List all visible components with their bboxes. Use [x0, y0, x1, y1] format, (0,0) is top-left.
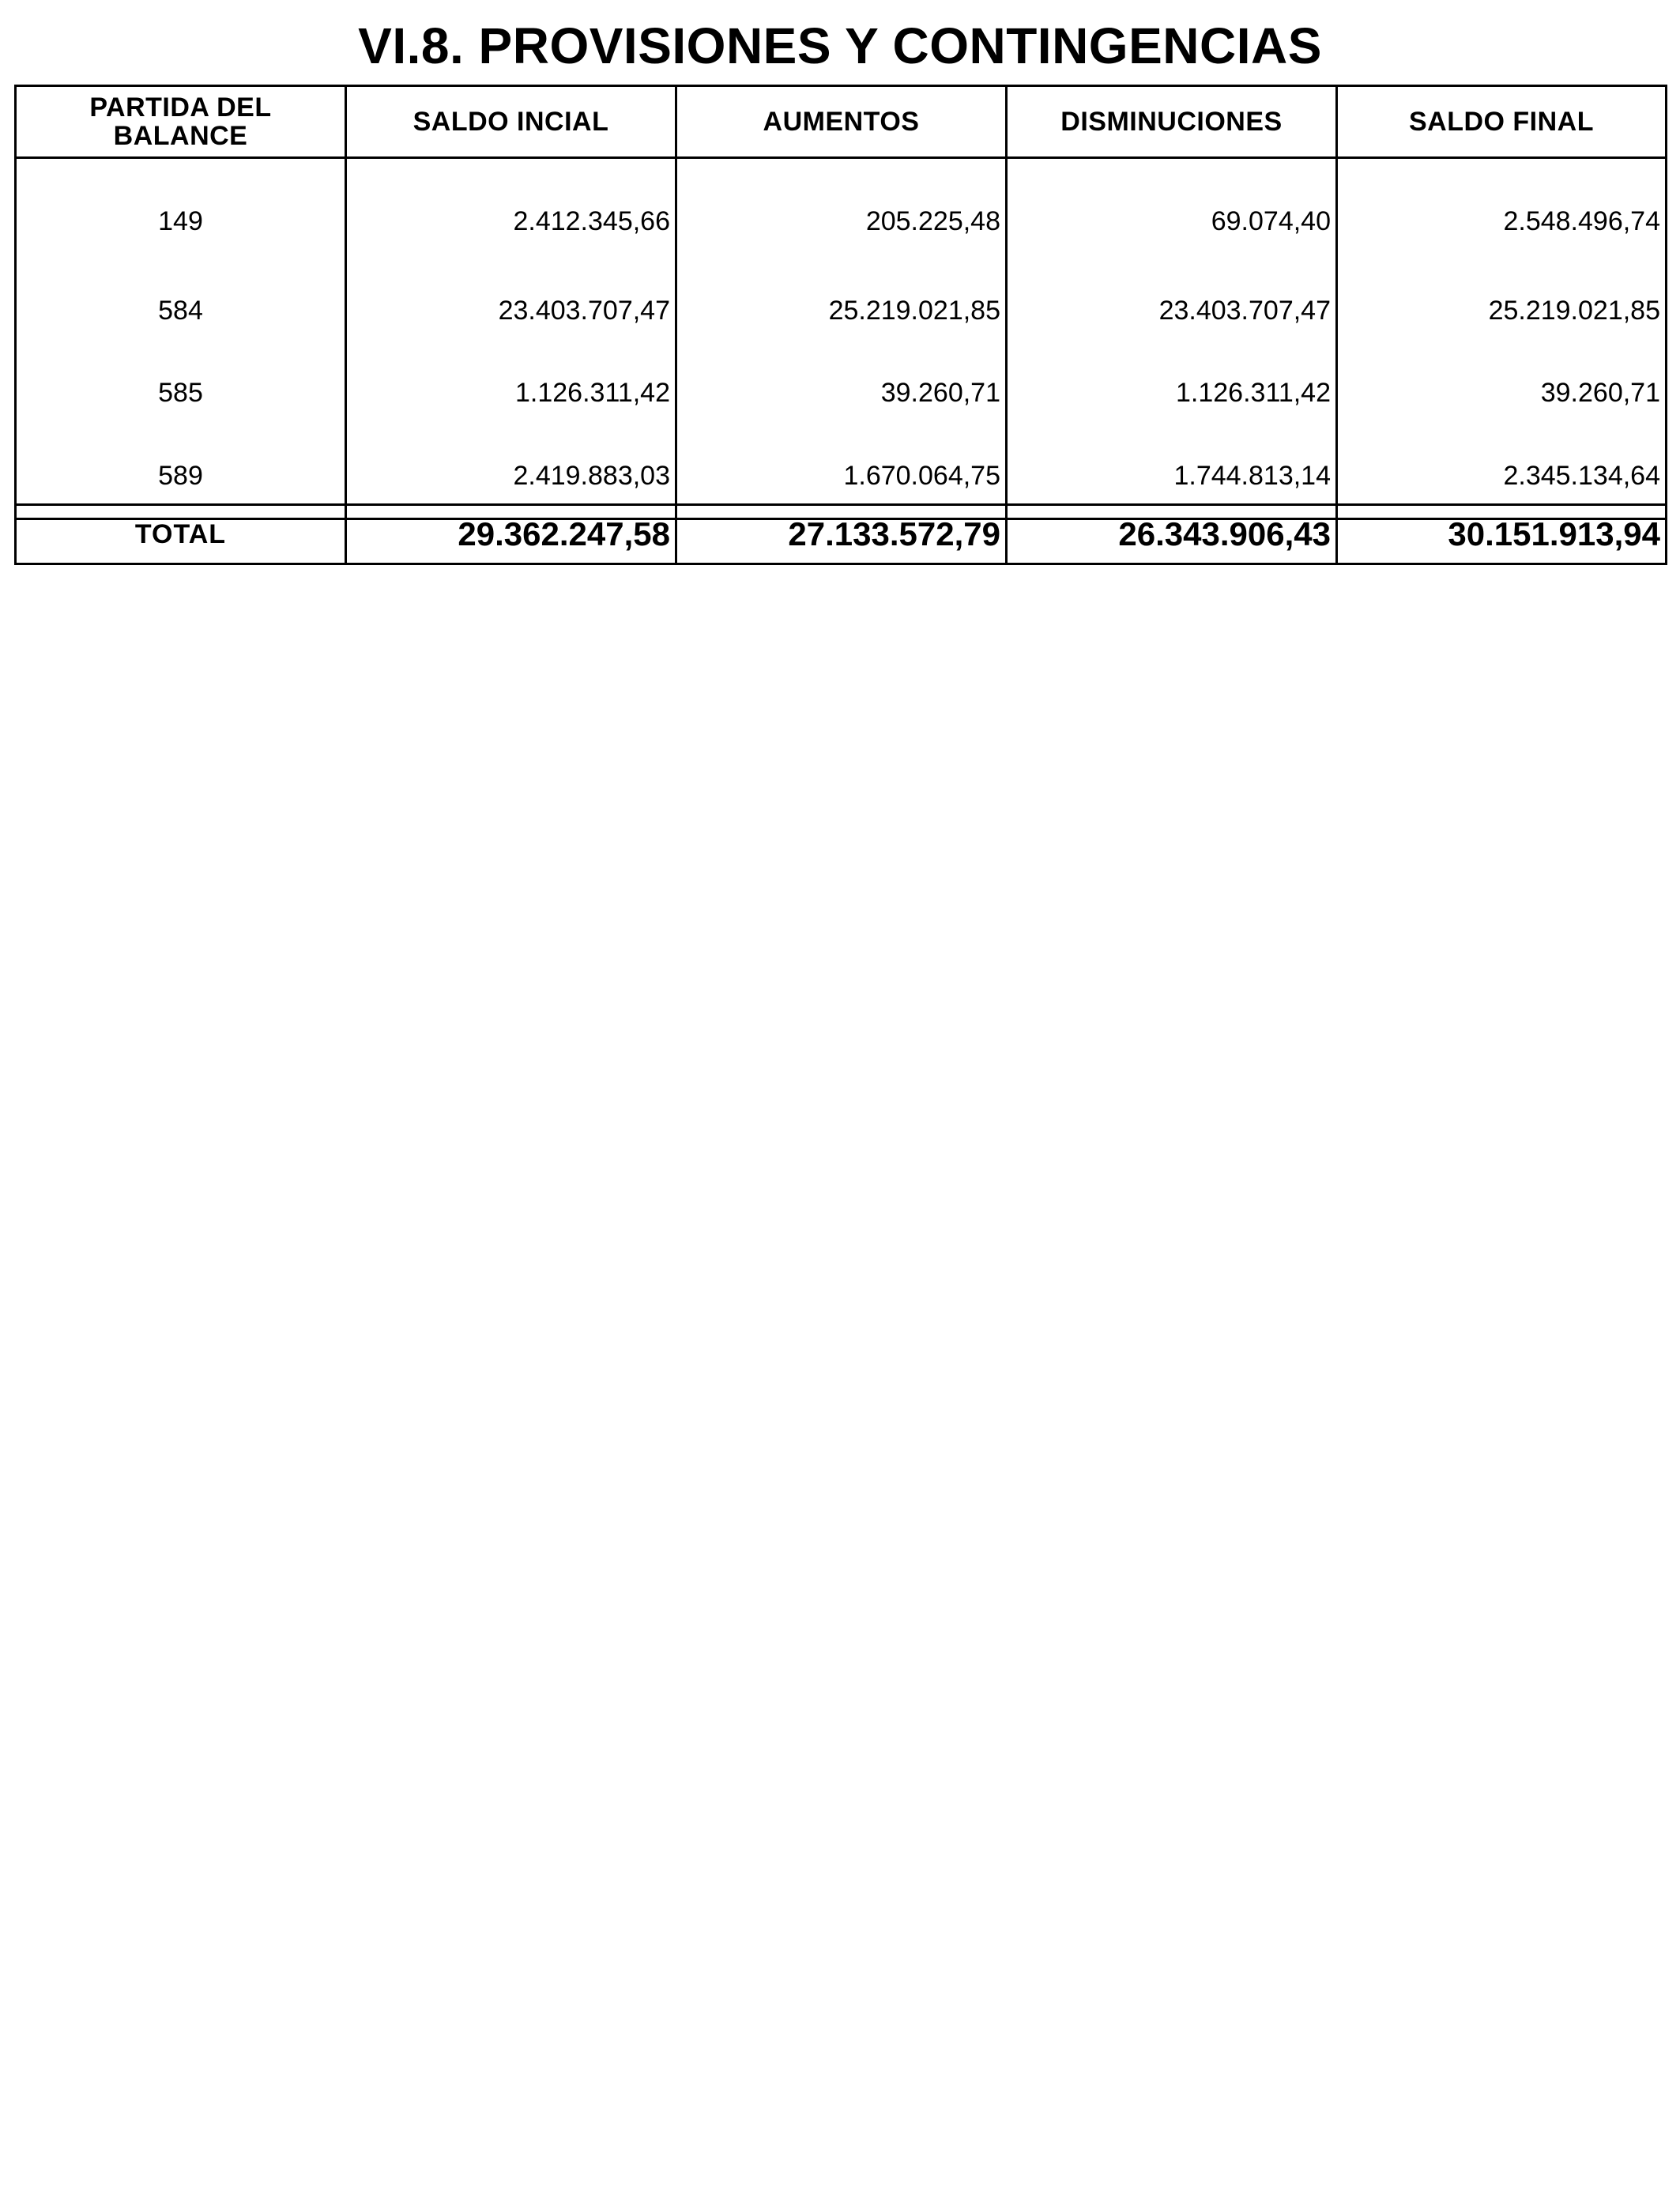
total-row: [16, 505, 1667, 564]
table-row: [16, 270, 1667, 352]
total-disminuciones: 26.343.906,43: [1007, 505, 1337, 564]
saldo-inicial-cell: 2.419.883,03: [346, 434, 676, 519]
provisions-table: [14, 85, 1667, 520]
disminuciones-cell: 1.126.311,42: [1007, 352, 1337, 434]
column-header-disminuciones: DISMINUCIONES: [1007, 86, 1337, 158]
table-row: [16, 158, 1667, 270]
column-header-saldo-inicial: SALDO INCIAL: [346, 86, 676, 158]
total-table: [14, 503, 1667, 565]
saldo-inicial-cell: 23.403.707,47: [346, 270, 676, 352]
table-row: [16, 352, 1667, 434]
partida-cell: 149: [16, 158, 346, 270]
aumentos-cell: 1.670.064,75: [676, 434, 1007, 519]
saldo-inicial-cell: 1.126.311,42: [346, 352, 676, 434]
table-header-row: [16, 86, 1667, 158]
column-header-saldo-final: SALDO FINAL: [1337, 86, 1667, 158]
aumentos-cell: 25.219.021,85: [676, 270, 1007, 352]
saldo-final-cell: 39.260,71: [1337, 352, 1667, 434]
partida-cell: 584: [16, 270, 346, 352]
partida-cell: 589: [16, 434, 346, 519]
disminuciones-cell: 69.074,40: [1007, 158, 1337, 270]
total-saldo-inicial: 29.362.247,58: [346, 505, 676, 564]
disminuciones-cell: 23.403.707,47: [1007, 270, 1337, 352]
partida-cell: 585: [16, 352, 346, 434]
disminuciones-cell: 1.744.813,14: [1007, 434, 1337, 519]
total-label: TOTAL: [16, 505, 346, 564]
aumentos-cell: 205.225,48: [676, 158, 1007, 270]
saldo-final-cell: 2.548.496,74: [1337, 158, 1667, 270]
page-title: VI.8. PROVISIONES Y CONTINGENCIAS: [358, 17, 1322, 74]
saldo-final-cell: 2.345.134,64: [1337, 434, 1667, 519]
total-saldo-final: 30.151.913,94: [1337, 505, 1667, 564]
aumentos-cell: 39.260,71: [676, 352, 1007, 434]
saldo-final-cell: 25.219.021,85: [1337, 270, 1667, 352]
column-header-partida-label: PARTIDA DEL BALANCE: [89, 92, 272, 151]
total-aumentos: 27.133.572,79: [676, 505, 1007, 564]
column-header-aumentos: AUMENTOS: [676, 86, 1007, 158]
column-header-partida: [16, 86, 346, 158]
saldo-inicial-cell: 2.412.345,66: [346, 158, 676, 270]
